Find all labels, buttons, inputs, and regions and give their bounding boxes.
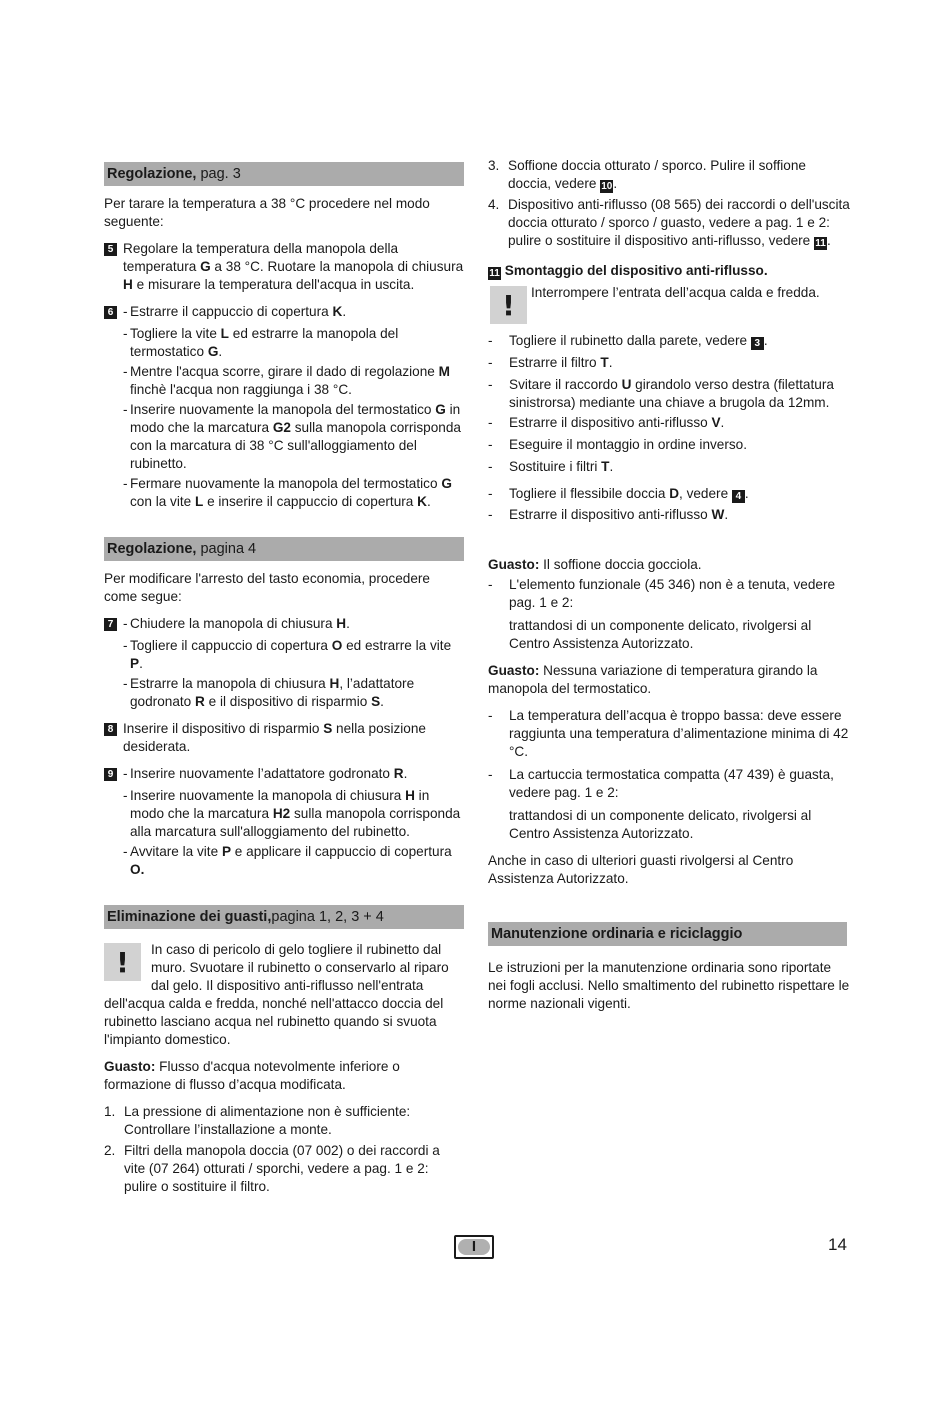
step-number-badge: 8 bbox=[104, 723, 117, 736]
section-heading-manutenzione: Manutenzione ordinaria e riciclaggio bbox=[488, 922, 847, 946]
intro-text: Per modificare l'arresto del tasto economia, procedere come segue: bbox=[104, 571, 430, 604]
step-number-badge: 7 bbox=[104, 618, 117, 631]
section-heading-regolazione-pag3: Regolazione, pag. 3 bbox=[104, 162, 464, 186]
list-item: - Estrarre il dispositivo anti-riflusso W. bbox=[488, 507, 729, 522]
guasto-paragraph: Guasto: Flusso d'acqua notevolmente inferiore o formazione di flusso d’acqua modificata. bbox=[104, 1059, 400, 1092]
list-item: - Svitare il raccordo U girandolo verso destra (filettatura sinistrorsa) mediante una chiave a brugola da 12mm. bbox=[488, 377, 834, 410]
warning-block: ! Interrompere l’entrata dell’acqua calda e fredda. bbox=[488, 284, 850, 328]
note-text: trattandosi di un componente delicato, rivolgersi al Centro Assistenza Autorizzato. bbox=[509, 618, 812, 651]
list-item: - La temperatura dell’acqua è troppo bassa: deve essere raggiunta una temperatura d’alimentazione minima di 42 °C. bbox=[488, 708, 849, 759]
page-number: 14 bbox=[828, 1235, 847, 1254]
list-item: - Estrarre la manopola di chiusura H, l’adattatore godronato R e il dispositivo di risparmio S. bbox=[123, 676, 415, 709]
list-item: - Estrarre il filtro T. bbox=[488, 355, 613, 370]
list-item: - Eseguire il montaggio in ordine inverso. bbox=[488, 437, 748, 452]
step-number-badge: 5 bbox=[104, 243, 117, 256]
list-item: 2. Filtri della manopola doccia (07 002) o dei raccordi a vite (07 264) otturati / sporchi, vedere a pag. 1 e 2: pulire o sostituire il filtro. bbox=[104, 1143, 440, 1194]
warning-block: ! In caso di pericolo di gelo togliere il rubinetto dal muro. Svuotare il rubinetto o conservarlo al riparo dal gelo. Il dispositivo anti-riflusso nell'entrata dell'acqua calda e fredda, nonché nell'attacco doccia del rubinetto lasciano acqua nel rubinetto quando si svuota l'impianto domestico. bbox=[104, 942, 449, 1047]
list-item: - Inserire nuovamente la manopola del termostatico G in modo che la marcatura G2 sulla manopola corrisponda con la marcatura di 38 °C sull'alloggiamento del rubinetto. bbox=[123, 402, 461, 471]
list-item: - Togliere la vite L ed estrarre la manopola del termostatico G. bbox=[123, 326, 399, 359]
list-item: 1. La pressione di alimentazione non è sufficiente: Controllare l’installazione a monte. bbox=[104, 1104, 411, 1137]
list-item: - Inserire nuovamente la manopola di chiusura H in modo che la marcatura H2 sulla manopola corrisponda alla marcatura sull'alloggiamento del rubinetto. bbox=[123, 788, 461, 839]
list-item: - Mentre l'acqua scorre, girare il dado di regolazione M finchè l'acqua non raggiunga i 38 °C. bbox=[123, 364, 450, 397]
list-item: - Avvitare la vite P e applicare il cappuccio di copertura O. bbox=[123, 844, 452, 877]
warning-icon: ! bbox=[490, 286, 527, 324]
note-text: trattandosi di un componente delicato, rivolgersi al Centro Assistenza Autorizzato. bbox=[509, 808, 812, 841]
list-item: - Togliere il flessibile doccia D, vedere 4 . bbox=[488, 486, 749, 502]
guasto-paragraph: Guasto: Nessuna variazione di temperatura girando la manopola del termostatico. bbox=[488, 663, 818, 696]
step-5: 5 Regolare la temperatura della manopola della temperatura G a 38 °C. Ruotare la manopola di chiusura H e misurare la temperatura dell'acqua in uscita. bbox=[104, 240, 464, 294]
section-title-smontaggio: 11 Smontaggio del dispositivo anti-riflusso. bbox=[489, 263, 768, 279]
figure-ref-badge: 10 bbox=[601, 181, 613, 192]
step-6: 6 - Estrarre il cappuccio di copertura K. bbox=[104, 303, 464, 321]
list-item: 4. Dispositivo anti-riflusso (08 565) dei raccordi o dell'uscita doccia otturato / sporco / guasto, vedere a pag. 1 e 2: pulire o sostituire il dispositivo anti-riflusso, vedere 11. bbox=[488, 197, 850, 249]
step-number-badge: 11 bbox=[489, 268, 500, 279]
list-item: - L'elemento funzionale (45 346) non è a tenuta, vedere pag. 1 e 2: bbox=[488, 577, 836, 610]
section-heading-regolazione-pag4: Regolazione, pagina 4 bbox=[104, 537, 464, 561]
step-7: 7 - Chiudere la manopola di chiusura H. bbox=[104, 615, 464, 633]
list-item: - La cartuccia termostatica compatta (47 439) è guasta, vedere pag. 1 e 2: bbox=[488, 767, 834, 800]
maintenance-text: Le istruzioni per la manutenzione ordinaria sono riportate nei fogli acclusi. Nello smaltimento del rubinetto rispettare le norme nazionali vigenti. bbox=[488, 960, 850, 1011]
list-item: - Sostituire i filtri T. bbox=[488, 459, 614, 474]
language-badge: I bbox=[454, 1235, 494, 1259]
list-item: - Togliere il cappuccio di copertura O ed estrarre la vite P. bbox=[123, 638, 452, 671]
list-item: - Fermare nuovamente la manopola del termostatico G con la vite L e inserire il cappuccio di copertura K. bbox=[123, 476, 452, 509]
figure-ref-badge: 4 bbox=[732, 490, 745, 503]
step-number-badge: 6 bbox=[104, 306, 117, 319]
section-heading-eliminazione-guasti: Eliminazione dei guasti,pagina 1, 2, 3 + 4 bbox=[104, 905, 464, 929]
guasto-paragraph: Guasto: Il soffione doccia gocciola. bbox=[488, 557, 702, 572]
figure-ref-badge: 3 bbox=[751, 337, 764, 350]
list-item: - Estrarre il dispositivo anti-riflusso V. bbox=[488, 415, 725, 430]
step-number-badge: 9 bbox=[104, 768, 117, 781]
right-column bbox=[488, 157, 850, 1013]
warning-icon: ! bbox=[104, 943, 141, 981]
figure-ref-badge: 11 bbox=[815, 238, 826, 249]
closing-text: Anche in caso di ulteriori guasti rivolgersi al Centro Assistenza Autorizzato. bbox=[488, 853, 794, 886]
list-item: 3. Soffione doccia otturato / sporco. Pulire il soffione doccia, vedere 10. bbox=[488, 158, 806, 192]
step-8: 8 Inserire il dispositivo di risparmio S nella posizione desiderata. bbox=[104, 720, 464, 756]
list-item: - Togliere il rubinetto dalla parete, vedere 3 . bbox=[488, 333, 768, 349]
intro-text: Per tarare la temperatura a 38 °C procedere nel modo seguente: bbox=[104, 196, 430, 229]
step-9: 9 - Inserire nuovamente l’adattatore godronato R. bbox=[104, 765, 464, 783]
left-column bbox=[104, 162, 464, 1196]
